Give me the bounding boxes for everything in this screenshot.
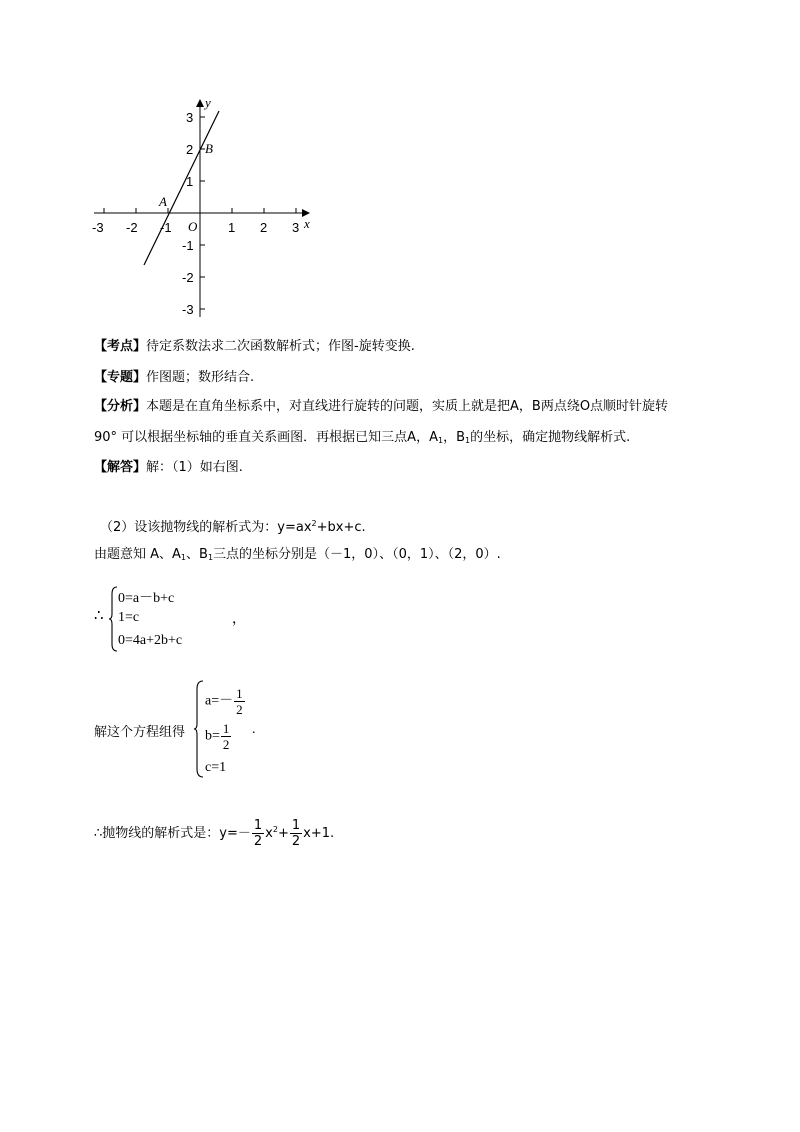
y-axis-label: y xyxy=(205,95,211,110)
solution-a-prefix: a=－ xyxy=(205,693,234,709)
final-x: x xyxy=(265,825,273,841)
fenxi-text-2a: 90° 可以根据坐标轴的垂直关系画图．再根据已知三点A，A xyxy=(94,430,438,445)
kaodian-text: 待定系数法求二次函数解析式；作图-旋转变换. xyxy=(146,339,415,354)
superscript: 2 xyxy=(272,825,278,834)
solve-intro: 解这个方程组得 xyxy=(94,725,186,740)
therefore-symbol: ∴ xyxy=(94,608,104,624)
known-points-line xyxy=(94,545,501,568)
fenxi-line-2 xyxy=(94,428,630,451)
left-brace xyxy=(193,680,204,778)
period: . xyxy=(252,722,256,737)
x-tick-label: -3 xyxy=(92,220,104,235)
final-plus: + xyxy=(277,825,289,841)
point-a-label: A xyxy=(159,194,167,209)
part2-line xyxy=(100,514,366,538)
y-tick-label: 3 xyxy=(186,110,194,125)
fraction xyxy=(290,818,302,849)
final-suffix: x+1. xyxy=(303,825,335,841)
fraction xyxy=(234,686,245,717)
part2-text-a: （2）设该抛物线的解析式为：y=ax xyxy=(100,520,312,535)
y-tick-label: 1 xyxy=(186,174,194,189)
jieda-text: 解：（1）如右图. xyxy=(146,460,243,475)
subscript: 1 xyxy=(180,553,187,562)
fraction-numerator: 1 xyxy=(236,686,243,701)
subscript: 1 xyxy=(464,436,471,445)
equation-1: 0=a－b+c xyxy=(118,591,175,606)
kaodian-line xyxy=(94,337,415,357)
part2-text-b: +bx+c. xyxy=(316,520,366,535)
coordinate-graph xyxy=(88,95,318,320)
y-tick-label: -3 xyxy=(182,302,194,317)
subscript: 1 xyxy=(207,553,214,562)
fraction xyxy=(252,818,264,849)
y-tick-label: -1 xyxy=(182,238,194,253)
fraction-denominator: 2 xyxy=(236,702,243,717)
solution-c: c=1 xyxy=(205,760,227,775)
x-tick-label: -1 xyxy=(160,220,172,235)
point-b-label: B xyxy=(205,141,213,156)
known-points-a: 由题意知 A、A xyxy=(94,547,181,562)
superscript: 2 xyxy=(311,519,317,528)
zhuanti-tag: 【专题】 xyxy=(94,370,147,385)
y-axis-arrow xyxy=(196,99,204,107)
origin-label: O xyxy=(188,219,198,234)
x-tick-label: -2 xyxy=(126,220,138,235)
final-answer-line xyxy=(94,818,334,849)
fraction-denominator: 2 xyxy=(253,834,263,849)
x-tick-label: 1 xyxy=(228,220,236,235)
equation-3: 0=4a+2b+c xyxy=(118,633,183,648)
fenxi-line-1 xyxy=(94,397,668,417)
x-tick-label: 2 xyxy=(260,220,268,235)
fenxi-tag: 【分析】 xyxy=(94,399,147,414)
fenxi-text-1: 本题是在直角坐标系中，对直线进行旋转的问题，实质上就是把A，B两点绕O点顺时针旋转 xyxy=(146,399,669,414)
subscript: 1 xyxy=(437,436,444,445)
fraction-denominator: 2 xyxy=(222,737,230,752)
fenxi-text-2b: ，B xyxy=(443,430,465,445)
equation-2: 1=c xyxy=(118,610,140,625)
zhuanti-line xyxy=(94,368,254,388)
y-tick-label: -2 xyxy=(182,270,194,285)
final-prefix: ∴抛物线的解析式是：y=－ xyxy=(94,825,251,841)
jieda-tag: 【解答】 xyxy=(94,460,147,475)
fenxi-text-2c: 的坐标，确定抛物线解析式. xyxy=(470,430,631,445)
x-axis-label: x xyxy=(304,216,310,231)
y-tick-label: 2 xyxy=(186,142,194,157)
fraction-numerator: 1 xyxy=(222,721,230,736)
known-points-c: 三点的坐标分别是（－1，0）、（0，1）、（2，0）. xyxy=(213,547,501,562)
fraction xyxy=(221,721,232,752)
known-points-b: 、B xyxy=(186,547,208,562)
left-brace xyxy=(108,586,118,652)
kaodian-tag: 【考点】 xyxy=(94,339,147,354)
fraction-denominator: 2 xyxy=(291,834,301,849)
solution-b xyxy=(205,721,232,752)
solution-b-prefix: b= xyxy=(205,728,220,744)
comma: ， xyxy=(232,612,246,627)
fraction-numerator: 1 xyxy=(253,818,263,833)
zhuanti-text: 作图题；数形结合. xyxy=(146,370,255,385)
fraction-numerator: 1 xyxy=(291,818,301,833)
jieda-line xyxy=(94,458,243,478)
solution-a xyxy=(205,686,246,717)
x-tick-label: 3 xyxy=(292,220,300,235)
